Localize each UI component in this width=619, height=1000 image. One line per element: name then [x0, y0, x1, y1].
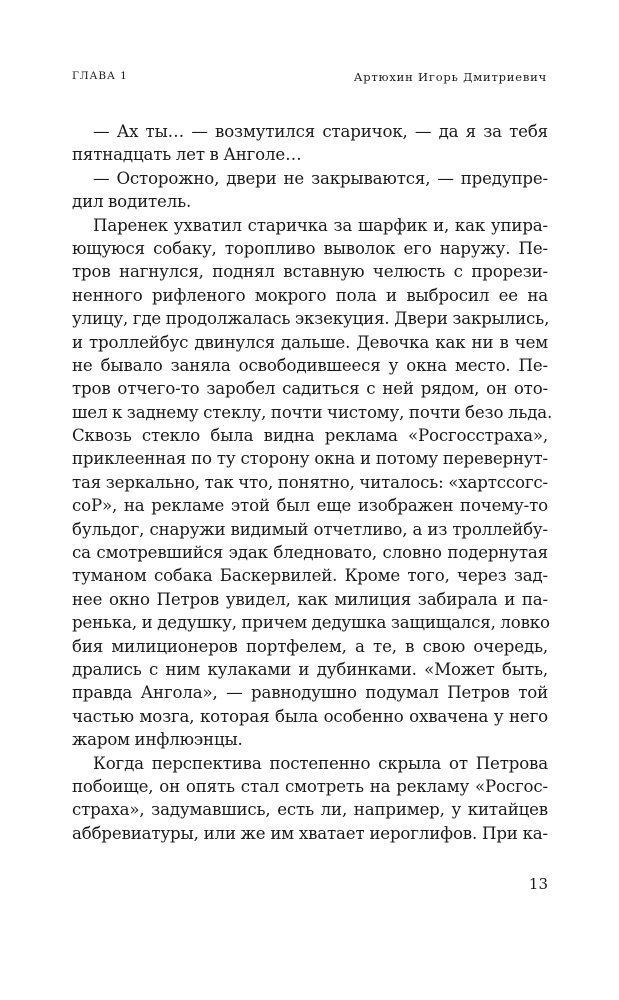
running-head [72, 70, 547, 90]
text-line: улицу, где продолжалась экзекуция. Двери закрылись, [72, 309, 550, 329]
text-line: тая зеркально, так что, понятно, читалось: «хартссогс- [72, 472, 548, 492]
text-line: страха», задумавшись, есть ли, например, у китайцев [72, 800, 548, 820]
text-line: и троллейбус двинулся дальше. Девочка как ни в чем [72, 332, 548, 352]
text-line: туманом собака Баскервилей. Кроме того, через зад- [72, 566, 548, 586]
chapter-label: ГЛАВА 1 [72, 70, 128, 82]
text-line: Сквозь стекло была видна реклама «Росгосстраха», [72, 426, 548, 446]
text-line: аббревиатуры, или же им хватает иероглифов. При ка- [72, 823, 548, 843]
text-line: — Ах ты… — возмутился старичок, — да я за тебя [93, 122, 548, 141]
text-line: бульдог, снаружи видимый отчетливо, а из троллейбу- [72, 519, 548, 539]
text-line: частью мозга, которая была особенно охвачена у него [72, 706, 548, 726]
author-name: Артюхин Игорь Дмитриевич [353, 70, 547, 84]
text-line: нее окно Петров увидел, как милиция забирала и па- [72, 589, 548, 609]
text-line: ненного рифленого мокрого пола и выбросил ее на [72, 285, 548, 305]
text-line: соР», на рекламе этой был еще изображен почему-то [72, 496, 548, 516]
text-line: — Осторожно, двери не закрываются, — предупре- [93, 168, 548, 188]
text-line: дил водитель. [72, 192, 192, 212]
text-line: побоище, он опять стал смотреть на рекламу «Росгос- [72, 776, 548, 796]
text-line: тров нагнулся, поднял вставную челюсть с прорези- [72, 262, 548, 282]
text-line: Паренек ухватил старичка за шарфик и, как упира- [93, 215, 548, 235]
text-line: тров отчего-то заробел садиться с ней рядом, он ото- [72, 379, 548, 399]
text-line: правда Ангола», — равнодушно подумал Петров той [72, 683, 548, 703]
body-text [72, 120, 553, 845]
text-line: ющуюся собаку, торопливо выволок его наружу. Пе- [72, 238, 548, 258]
text-line: жаром инфлюэнцы. [72, 730, 243, 750]
text-line: Когда перспектива постепенно скрыла от Петрова [93, 753, 548, 773]
text-line: шел к заднему стеклу, почти чистому, почти безо льда. [72, 402, 553, 422]
text-line: са смотревшийся эдак бледновато, словно подернутая [72, 543, 548, 563]
text-line: приклеенная по ту сторону окна и потому перевернут- [72, 449, 548, 469]
text-line: ренька, и дедушку, причем дедушка защищался, ловко [72, 613, 550, 633]
text-line: пятнадцать лет в Анголе… [72, 145, 302, 165]
page-number: 13 [528, 875, 548, 893]
text-line: дрались с ним кулаками и дубинками. «Может быть, [72, 659, 548, 679]
text-line: бия милиционеров портфелем, а те, в свою очередь, [72, 636, 548, 656]
text-line: не бывало заняла освободившееся у окна место. Пе- [72, 355, 548, 375]
